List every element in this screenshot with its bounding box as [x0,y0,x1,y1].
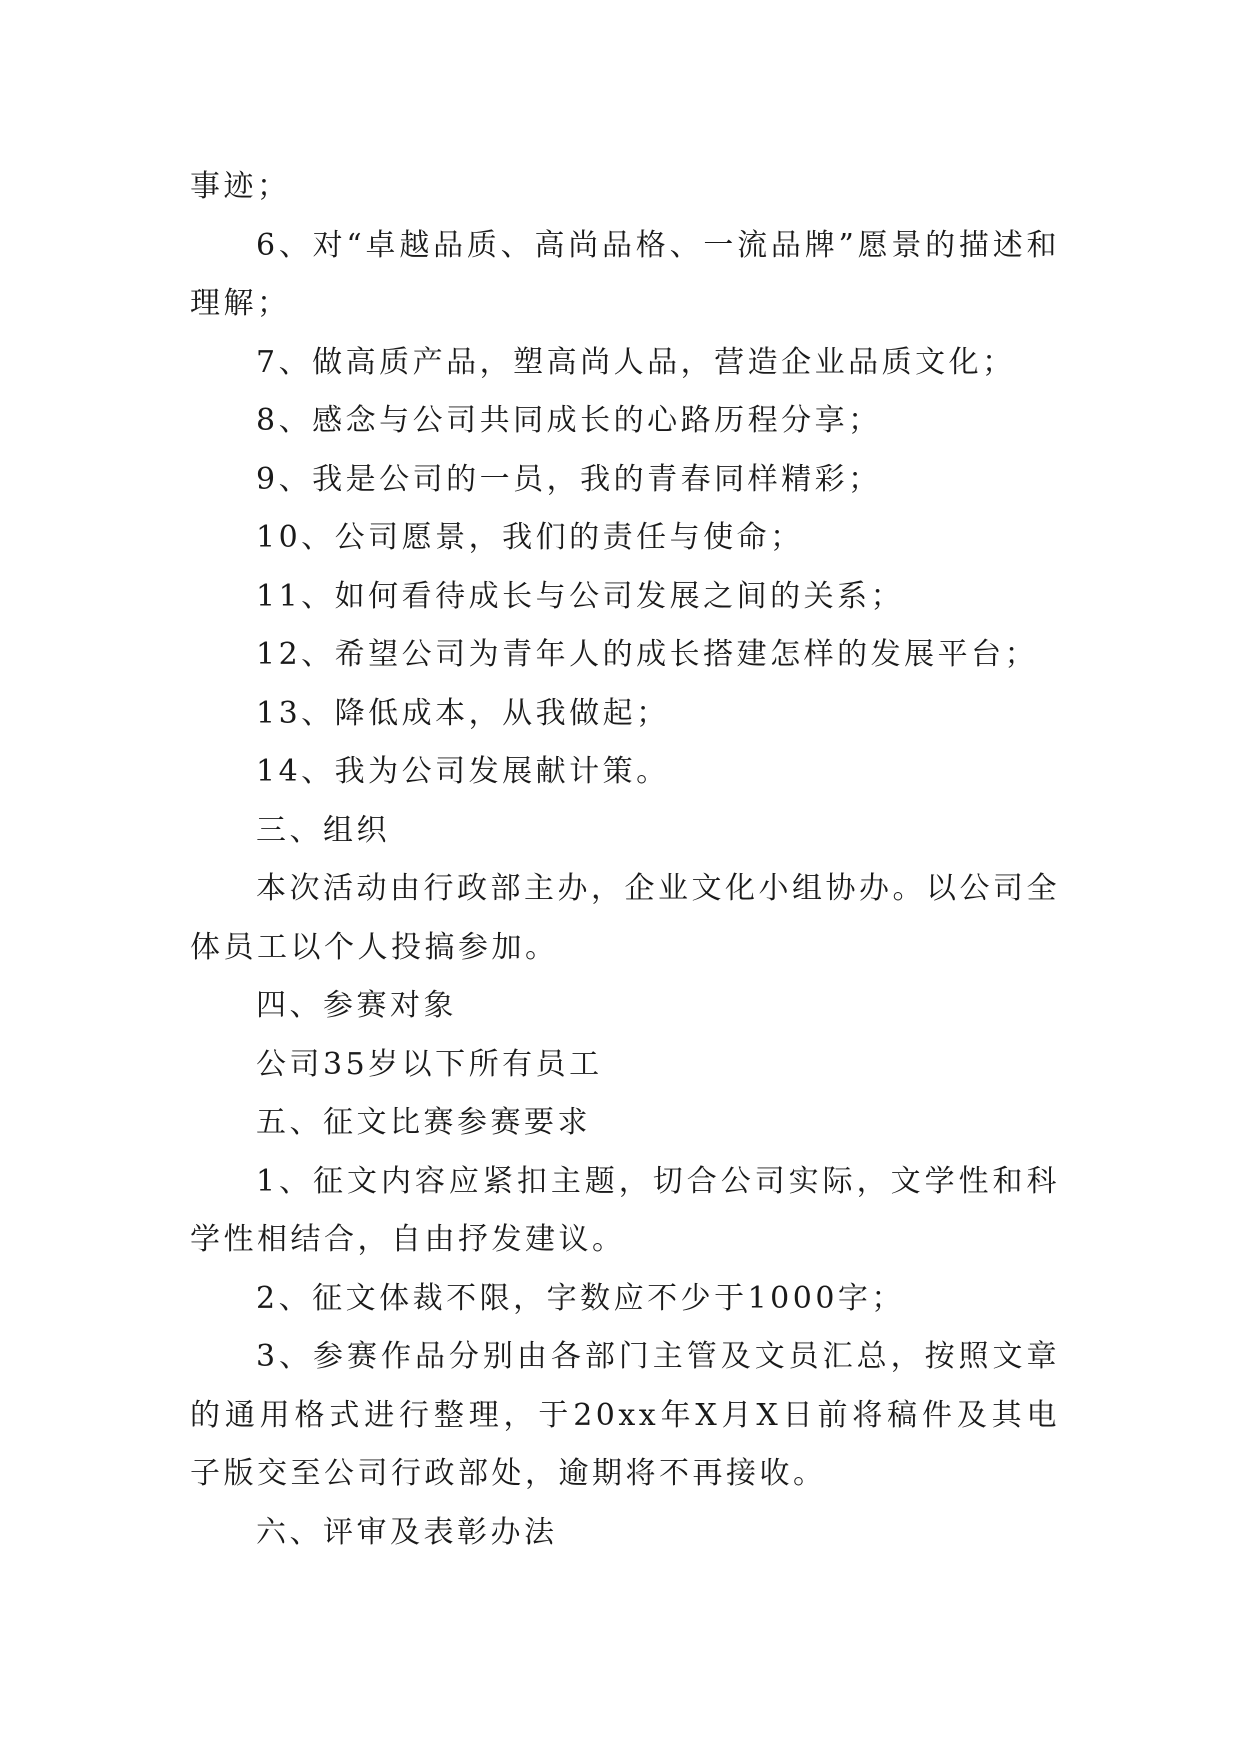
section-heading-requirements: 五、征文比赛参赛要求 [256,1105,591,1140]
section-heading-evaluation: 六、评审及表彰办法 [256,1514,558,1550]
paragraph-continuation: 事迹； [190,169,291,204]
list-item-9: 9、我是公司的一员，我的青春同样精彩； [256,461,882,497]
list-item-13: 13、降低成本，从我做起； [256,695,670,731]
list-item-7: 7、做高质产品，塑高尚人品，营造企业品质文化； [256,344,1016,380]
requirement-item-3: 3、参赛作品分别由各部门主管及文员汇总，按照文章的通用格式进行整理，于20xx年X月X日前将稿件及其电子版交至公司行政部处，逾期将不再接收。 [190,1339,1060,1491]
list-item-8: 8、感念与公司共同成长的心路历程分享； [256,403,882,438]
list-item-10: 10、公司愿景，我们的责任与使命； [256,520,804,555]
participants-paragraph: 公司35岁以下所有员工 [256,1046,603,1082]
list-item-12: 12、希望公司为青年人的成长搭建怎样的发展平台； [256,637,1039,672]
organization-paragraph: 本次活动由行政部主办，企业文化小组协办。以公司全体员工以个人投搞参加。 [190,871,1060,965]
section-heading-participants: 四、参赛对象 [256,988,457,1023]
section-heading-organization: 三、组织 [256,812,390,848]
requirement-item-2: 2、征文体裁不限，字数应不少于1000字； [256,1280,905,1316]
document-body [190,158,1060,1562]
list-item-14: 14、我为公司发展献计策。 [256,754,670,789]
list-item-6: 6、对“卓越品质、高尚品格、一流品牌”愿景的描述和理解； [190,227,1060,321]
requirement-item-1: 1、征文内容应紧扣主题，切合公司实际，文学性和科学性相结合，自由抒发建议。 [190,1163,1060,1257]
list-item-11: 11、如何看待成长与公司发展之间的关系； [256,578,905,614]
